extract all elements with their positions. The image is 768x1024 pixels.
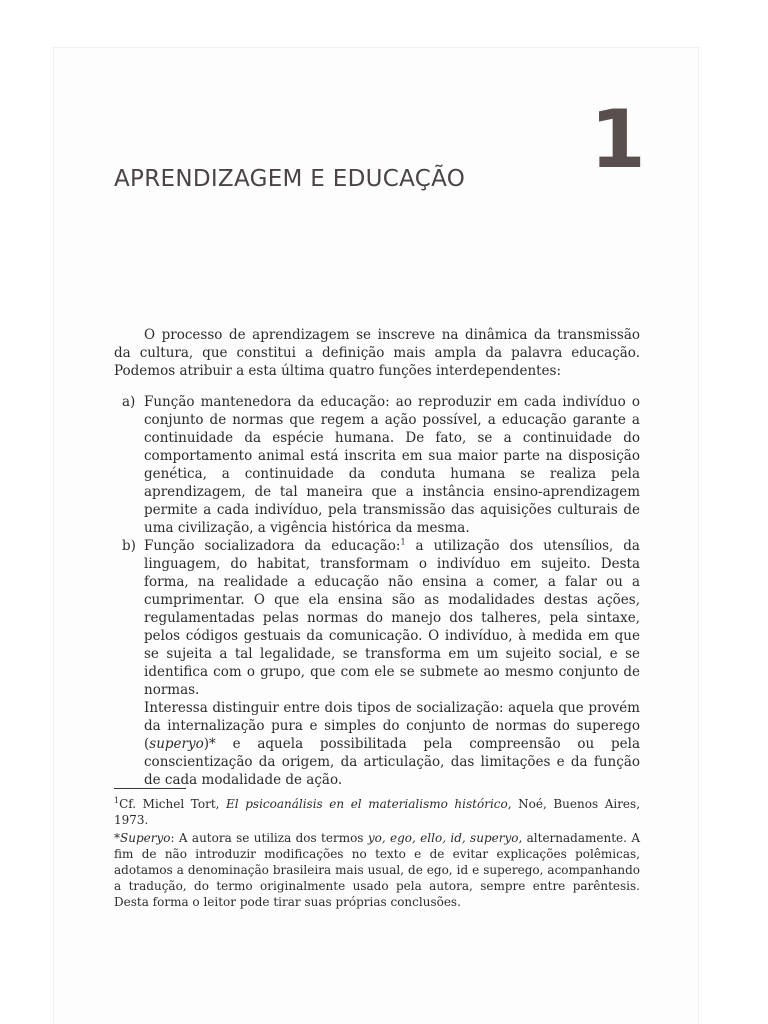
body-text	[114, 326, 640, 789]
list-item	[114, 537, 640, 789]
italic-term: Superyo	[120, 831, 171, 845]
footnote-divider	[114, 788, 186, 789]
footnote-text: , alternadamente. A fim de não introduzir modificações no texto e de evitar explicações polêmicas, adotamos a denominação brasileira mais usual, de ego, id e superego, acompanhando a tradução, do termo originalmente usado pela autora, sempre entre parêntesis. Desta forma o leitor pode tirar suas próprias conclusões.	[114, 831, 640, 909]
footnote-text: : A autora se utiliza dos termos	[170, 831, 368, 845]
footnote-text: Cf. Michel Tort,	[119, 797, 227, 811]
text-segment: e aquela possibilitada pela compreensão ou pela conscientização da origem, da articulação, das limitações e da função de cada modalidade de ação.	[144, 736, 640, 788]
footnote-ref: )*	[203, 736, 216, 752]
footnote-ref: 1	[400, 537, 406, 547]
footnote-text: , Noé, Buenos Aires, 1973.	[114, 797, 641, 827]
list-item-text: Função mantenedora da educação: ao reproduzir em cada indivíduo o conjunto de normas que regem a ação possível, a educação garante a continuidade da espécie humana. De fato, se a continuidade do comportamento animal está inscrita em sua maior parte na disposição genética, a continuidade da conduta humana se realiza pela aprendizagem, de tal maneira que a instância ensino-aprendizagem permite a cada indivíduo, pela transmissão das aquisições culturais de uma civilização, a vigência histórica da mesma.	[144, 394, 640, 536]
functions-list	[114, 393, 640, 789]
intro-paragraph: O processo de aprendizagem se inscreve na dinâmica da transmissão da cultura, que constitui a definição mais ampla da palavra educação. Podemos atribuir a esta última quatro funções interdependentes:	[114, 327, 640, 379]
footnotes	[114, 788, 640, 912]
list-marker: a)	[122, 394, 136, 410]
list-marker: b)	[122, 538, 136, 554]
text-segment: Função socializadora da educação:	[144, 538, 401, 554]
italic-term: yo, ego, ello, id, superyo	[367, 831, 519, 845]
chapter-title: APRENDIZAGEM E EDUCAÇÃO	[114, 166, 466, 192]
text-segment: Interessa distinguir entre dois tipos de socialização: aquela que provém da internalização pura e simples do conjunto de normas do superego (	[144, 700, 640, 752]
list-item	[114, 393, 640, 537]
chapter-number: 1	[590, 93, 646, 186]
text-segment: a utilização dos utensílios, da linguagem, do habitat, transformam o indivíduo em sujeito. Desta forma, na realidade a educação não ensina a comer, a falar ou a cumprimentar. O que ela ensina são as modalidades destas ações, regulamentadas pelas normas do manejo dos talheres, pela sintaxe, pelos códigos gestuais da comunicação. O indivíduo, à medida em que se sujeita a tal legalidade, se transforma em um sujeito social, e se identifica com o grupo, que com ele se submete ao mesmo conjunto de normas.	[144, 538, 640, 698]
list-item-text	[144, 537, 640, 699]
footnote-mark: *	[114, 831, 120, 845]
list-item-text	[144, 699, 640, 789]
footnote-mark: 1	[114, 796, 120, 805]
italic-term: superyo	[149, 736, 204, 752]
book-title: El psicoanálisis en el materialismo histórico	[226, 797, 508, 811]
footnote-2	[114, 830, 640, 910]
footnote-1	[114, 796, 640, 828]
